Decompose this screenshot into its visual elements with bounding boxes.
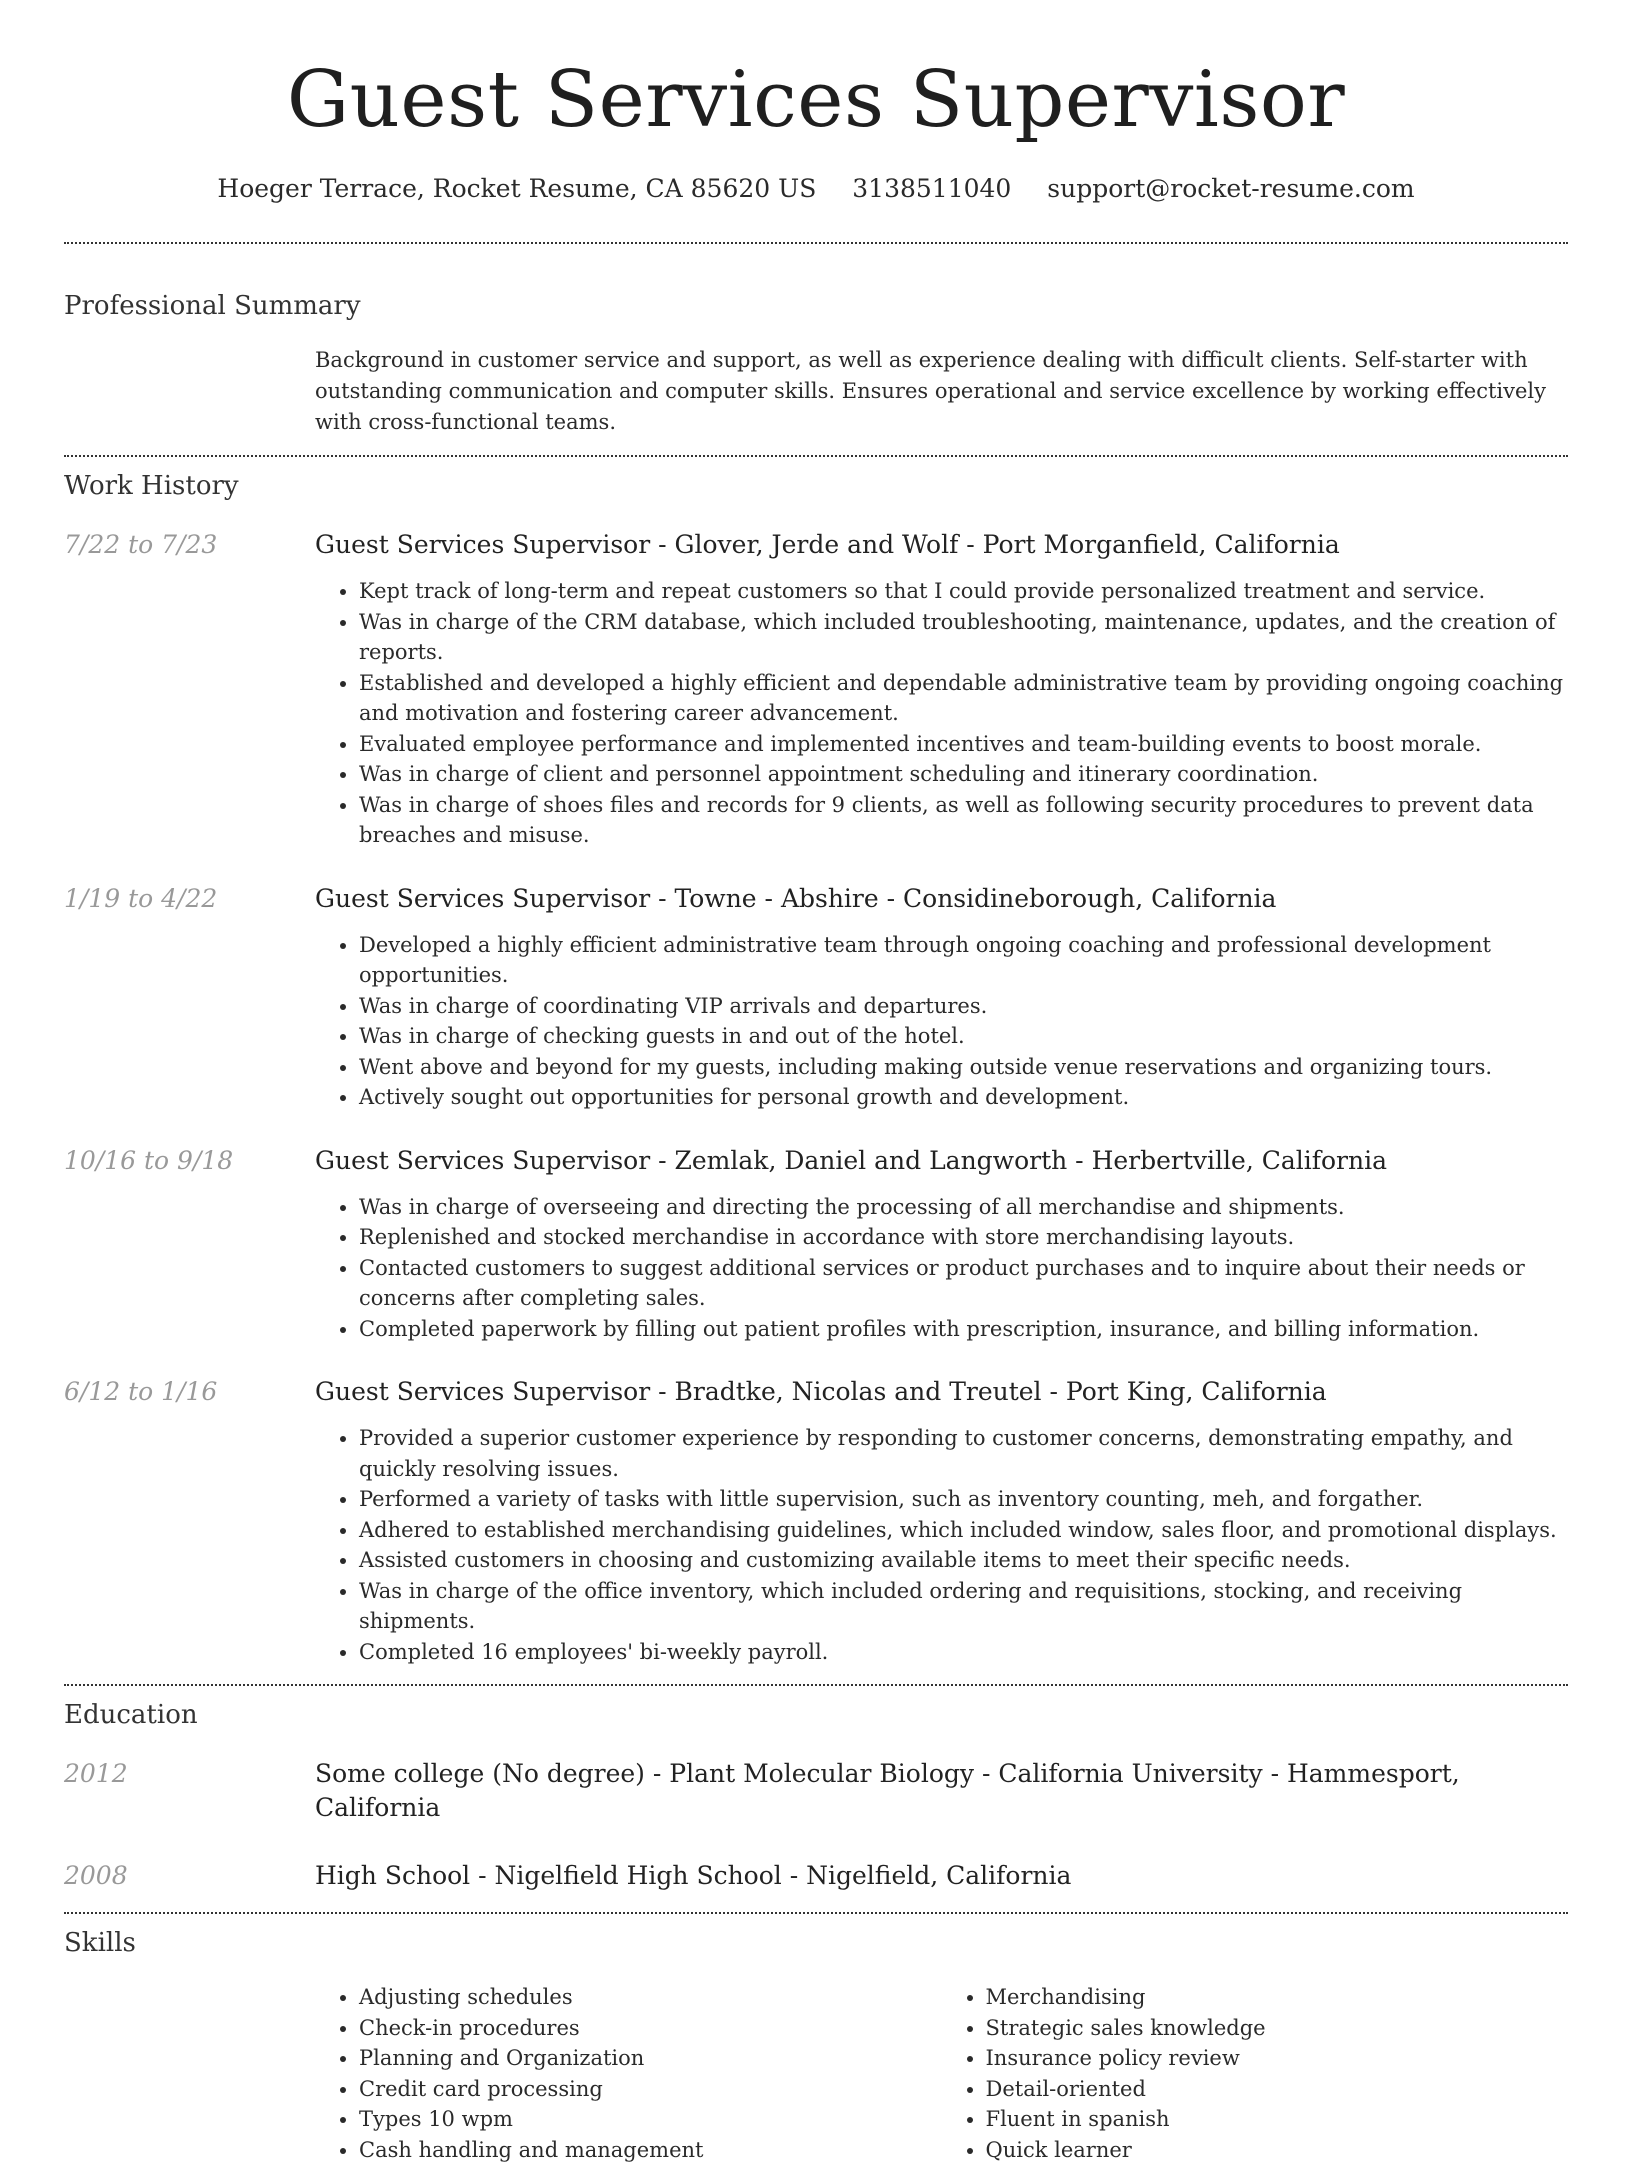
skill-item: • Fluent in spanish xyxy=(986,2104,1569,2135)
divider-header xyxy=(64,242,1568,244)
divider-summary xyxy=(64,455,1568,457)
skill-item: • Detail-oriented xyxy=(986,2074,1569,2105)
contact-address: Hoeger Terrace, Rocket Resume, CA 85620 US xyxy=(217,174,816,203)
skill-item: • Credit card processing xyxy=(359,2074,942,2105)
contact-phone: 3138511040 xyxy=(852,174,1011,203)
job-dates: 10/16 to 9/18 xyxy=(64,1144,315,1345)
job-entry xyxy=(64,1375,1568,1667)
contact-email: support@rocket-resume.com xyxy=(1047,174,1414,203)
job-bullet: • Performed a variety of tasks with little supervision, such as inventory counting, meh, and forgather. xyxy=(359,1484,1568,1515)
job-dates: 6/12 to 1/16 xyxy=(64,1375,315,1667)
job-title: Guest Services Supervisor - Zemlak, Daniel and Langworth - Herbertville, California xyxy=(315,1144,1568,1178)
job-entry xyxy=(64,1144,1568,1345)
skill-item: • Planning and Organization xyxy=(359,2043,942,2074)
job-bullet: • Adhered to established merchandising guidelines, which included window, sales floor, and promotional displays. xyxy=(359,1515,1568,1546)
job-bullet: • Replenished and stocked merchandise in accordance with store merchandising layouts. xyxy=(359,1222,1568,1253)
job-content xyxy=(315,882,1568,1113)
job-bullet: • Kept track of long-term and repeat customers so that I could provide personalized treatment and service. xyxy=(359,576,1568,607)
job-bullet: • Was in charge of overseeing and directing the processing of all merchandise and shipments. xyxy=(359,1192,1568,1223)
job-bullet: • Established and developed a highly efficient and dependable administrative team by providing ongoing coaching and motivation and fostering career advancement. xyxy=(359,668,1568,729)
job-bullet: • Was in charge of checking guests in and out of the hotel. xyxy=(359,1021,1568,1052)
skills-left-spacer xyxy=(64,1982,315,2165)
job-bullets xyxy=(315,1423,1568,1667)
job-bullet: • Evaluated employee performance and implemented incentives and team-building events to boost morale. xyxy=(359,729,1568,760)
job-bullet: • Actively sought out opportunities for personal growth and development. xyxy=(359,1082,1568,1113)
summary-left-spacer xyxy=(64,345,315,438)
skill-item: • Adjusting schedules xyxy=(359,1982,942,2013)
job-entry xyxy=(64,528,1568,851)
skill-item: • Types 10 wpm xyxy=(359,2104,942,2135)
job-bullet: • Completed 16 employees' bi-weekly payroll. xyxy=(359,1637,1568,1668)
job-bullet: • Developed a highly efficient administrative team through ongoing coaching and professional development opportunities. xyxy=(359,930,1568,991)
job-dates: 1/19 to 4/22 xyxy=(64,882,315,1113)
job-title: Guest Services Supervisor - Glover, Jerde and Wolf - Port Morganfield, California xyxy=(315,528,1568,562)
job-bullets xyxy=(315,1192,1568,1345)
job-bullet: • Was in charge of the office inventory, which included ordering and requisitions, stocking, and receiving shipments. xyxy=(359,1576,1568,1637)
education-year: 2008 xyxy=(64,1859,315,1893)
skill-item: • Cash handling and management xyxy=(359,2135,942,2165)
summary-row xyxy=(64,345,1568,438)
education-text: Some college (No degree) - Plant Molecular Biology - California University - Hammesport, California xyxy=(315,1757,1568,1825)
education-entry xyxy=(64,1859,1568,1893)
job-dates: 7/22 to 7/23 xyxy=(64,528,315,851)
section-title-summary: Professional Summary xyxy=(64,289,1568,323)
job-title: Guest Services Supervisor - Bradtke, Nicolas and Treutel - Port King, California xyxy=(315,1375,1568,1409)
skills-row xyxy=(64,1982,1568,2165)
skills-list-left xyxy=(315,1982,942,2165)
skills-columns xyxy=(315,1982,1568,2165)
job-bullets xyxy=(315,930,1568,1113)
divider-education xyxy=(64,1912,1568,1914)
job-title: Guest Services Supervisor - Towne - Abshire - Considineborough, California xyxy=(315,882,1568,916)
skills-list-right xyxy=(942,1982,1569,2165)
section-title-education: Education xyxy=(64,1698,1568,1732)
education-entry xyxy=(64,1757,1568,1825)
section-title-work: Work History xyxy=(64,469,1568,503)
education-year: 2012 xyxy=(64,1757,315,1825)
job-bullet: • Was in charge of shoes files and records for 9 clients, as well as following security procedures to prevent data breaches and misuse. xyxy=(359,790,1568,851)
job-bullet: • Provided a superior customer experience by responding to customer concerns, demonstrating empathy, and quickly resolving issues. xyxy=(359,1423,1568,1484)
job-bullet: • Was in charge of coordinating VIP arrivals and departures. xyxy=(359,991,1568,1022)
skill-item: • Insurance policy review xyxy=(986,2043,1569,2074)
divider-work xyxy=(64,1684,1568,1686)
job-bullet: • Was in charge of the CRM database, which included troubleshooting, maintenance, updates, and the creation of reports. xyxy=(359,607,1568,668)
skill-item: • Quick learner xyxy=(986,2135,1569,2165)
section-title-skills: Skills xyxy=(64,1926,1568,1960)
job-bullet: • Contacted customers to suggest additional services or product purchases and to inquire about their needs or concerns after completing sales. xyxy=(359,1253,1568,1314)
skill-item: • Merchandising xyxy=(986,1982,1569,2013)
job-bullet: • Assisted customers in choosing and customizing available items to meet their specific needs. xyxy=(359,1545,1568,1576)
job-bullet: • Was in charge of client and personnel appointment scheduling and itinerary coordination. xyxy=(359,759,1568,790)
skill-item: • Strategic sales knowledge xyxy=(986,2013,1569,2044)
job-content xyxy=(315,528,1568,851)
contact-line xyxy=(64,172,1568,206)
job-bullet: • Completed paperwork by filling out patient profiles with prescription, insurance, and billing information. xyxy=(359,1314,1568,1345)
job-content xyxy=(315,1375,1568,1667)
resume-page xyxy=(64,0,1568,2165)
job-content xyxy=(315,1144,1568,1345)
candidate-name: Guest Services Supervisor xyxy=(64,0,1568,150)
job-bullets xyxy=(315,576,1568,851)
summary-text: Background in customer service and support, as well as experience dealing with difficult clients. Self-starter with outstanding communication and computer skills. Ensures operational and service excellence by working effectively with cross-functional teams. xyxy=(315,345,1568,438)
education-text: High School - Nigelfield High School - Nigelfield, California xyxy=(315,1859,1568,1893)
job-entry xyxy=(64,882,1568,1113)
job-bullet: • Went above and beyond for my guests, including making outside venue reservations and organizing tours. xyxy=(359,1052,1568,1083)
skill-item: • Check-in procedures xyxy=(359,2013,942,2044)
